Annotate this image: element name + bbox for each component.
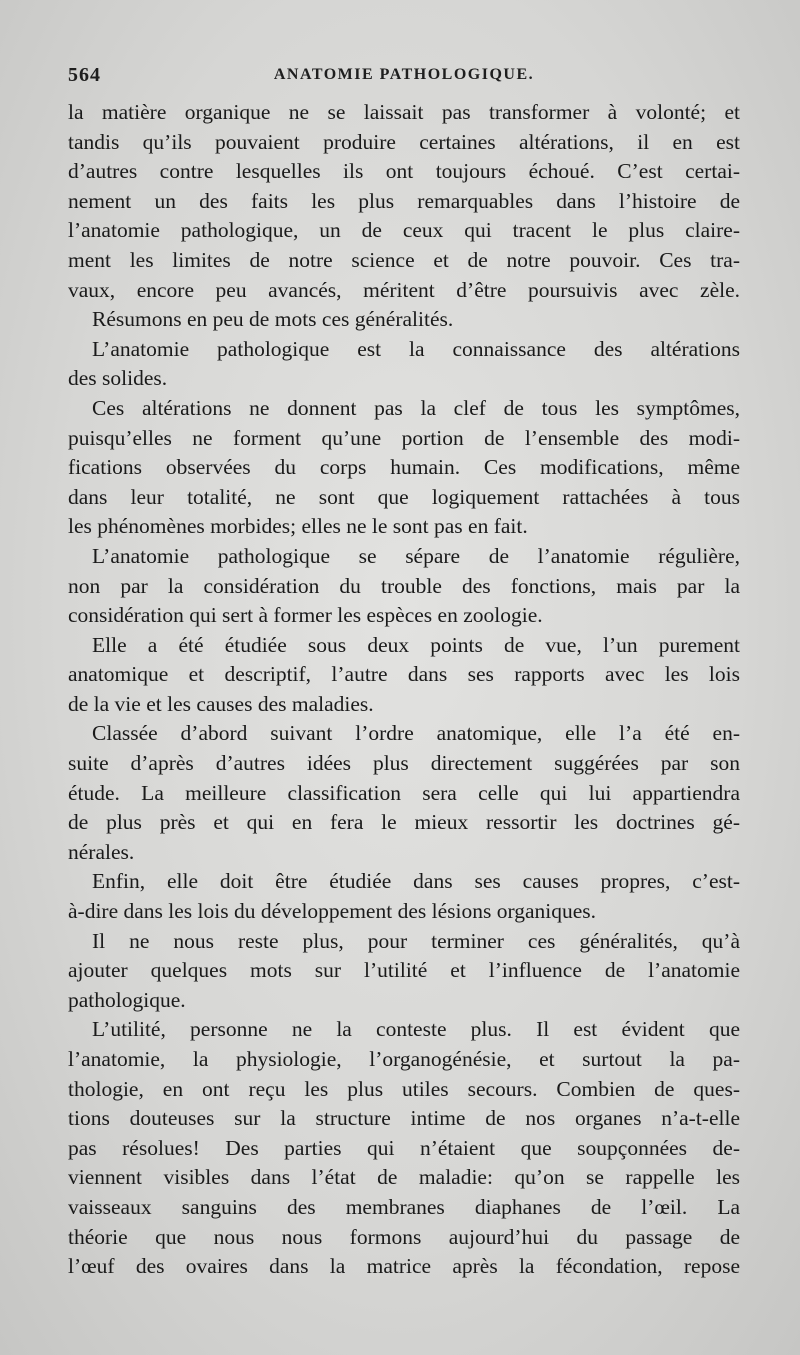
- text-line: d’autres contre lesquelles ils ont toujours échoué. C’est certai-: [68, 159, 740, 184]
- text-line: viennent visibles dans l’état de maladie: qu’on se rappelle les: [68, 1165, 740, 1190]
- text-line: les phénomènes morbides; elles ne le sont pas en fait.: [68, 514, 528, 539]
- text-line: théorie que nous nous formons aujourd’hui du passage de: [68, 1224, 740, 1249]
- page-number: 564: [68, 64, 101, 86]
- running-head: [68, 64, 740, 94]
- text-line: l’anatomie, la physiologie, l’organogénésie, et surtout la pa-: [68, 1047, 740, 1071]
- text-line: dans leur totalité, ne sont que logiquement rattachées à tous: [68, 484, 740, 509]
- text-line: suite d’après d’autres idées plus directement suggérées par son: [68, 751, 740, 776]
- text-line: puisqu’elles ne forment qu’une portion de l’ensemble des modi-: [68, 425, 740, 450]
- text-line: ment les limites de notre science et de notre pouvoir. Ces tra-: [68, 247, 740, 272]
- text-line: nérales.: [68, 839, 135, 864]
- text-line: pas résolues! Des parties qui n’étaient que soupçonnées de-: [68, 1135, 740, 1160]
- text-line: L’anatomie pathologique est la connaissance des altérations: [92, 336, 740, 361]
- text-line: des solides.: [68, 366, 168, 391]
- text-line: Il ne nous reste plus, pour terminer ces généralités, qu’à: [92, 928, 740, 953]
- text-line: la matière organique ne se laissait pas transformer à volonté; et: [68, 100, 740, 124]
- text-line: vaisseaux sanguins des membranes diaphanes de l’œil. La: [68, 1194, 740, 1219]
- text-line: L’anatomie pathologique se sépare de l’anatomie régulière,: [92, 543, 740, 568]
- text-line: thologie, en ont reçu les plus utiles secours. Combien de ques-: [68, 1076, 740, 1101]
- text-line: tandis qu’ils pouvaient produire certaines altérations, il en est: [68, 129, 740, 154]
- text-line: fications observées du corps humain. Ces modifications, même: [68, 455, 740, 480]
- text-line: à-dire dans les lois du développement des lésions organiques.: [68, 899, 597, 924]
- text-line: non par la considération du trouble des fonctions, mais par la: [68, 573, 740, 598]
- text-line: tions douteuses sur la structure intime de nos organes n’a-t-elle: [68, 1106, 740, 1131]
- text-line: Elle a été étudiée sous deux points de vue, l’un purement: [92, 632, 740, 657]
- text-line: anatomique et descriptif, l’autre dans ses rapports avec les lois: [68, 662, 740, 687]
- text-line: de la vie et les causes des maladies.: [68, 691, 374, 716]
- text-line: Ces altérations ne donnent pas la clef de tous les symptômes,: [92, 395, 740, 420]
- text-line: L’utilité, personne ne la conteste plus. Il est évident que: [92, 1017, 740, 1042]
- text-line: étude. La meilleure classification sera celle qui lui appartiendra: [68, 780, 740, 805]
- text-line: nement un des faits les plus remarquables dans l’histoire de: [68, 188, 740, 213]
- text-line: ajouter quelques mots sur l’utilité et l’influence de l’anatomie: [68, 958, 740, 983]
- text-line: Résumons en peu de mots ces généralités.: [92, 307, 454, 332]
- text-line: vaux, encore peu avancés, méritent d’être poursuivis avec zèle.: [68, 277, 740, 302]
- text-line: Classée d’abord suivant l’ordre anatomique, elle l’a été en-: [92, 721, 740, 746]
- body-text: [68, 98, 740, 1282]
- text-line: l’œuf des ovaires dans la matrice après la fécondation, repose: [68, 1254, 740, 1279]
- text-line: Enfin, elle doit être étudiée dans ses causes propres, c’est-: [92, 869, 740, 894]
- text-line: considération qui sert à former les espèces en zoologie.: [68, 603, 543, 628]
- text-line: l’anatomie pathologique, un de ceux qui tracent le plus claire-: [68, 218, 740, 243]
- running-title: ANATOMIE PATHOLOGIQUE.: [273, 66, 535, 83]
- text-line: pathologique.: [68, 987, 186, 1012]
- text-line: de plus près et qui en fera le mieux ressortir les doctrines gé-: [68, 810, 740, 835]
